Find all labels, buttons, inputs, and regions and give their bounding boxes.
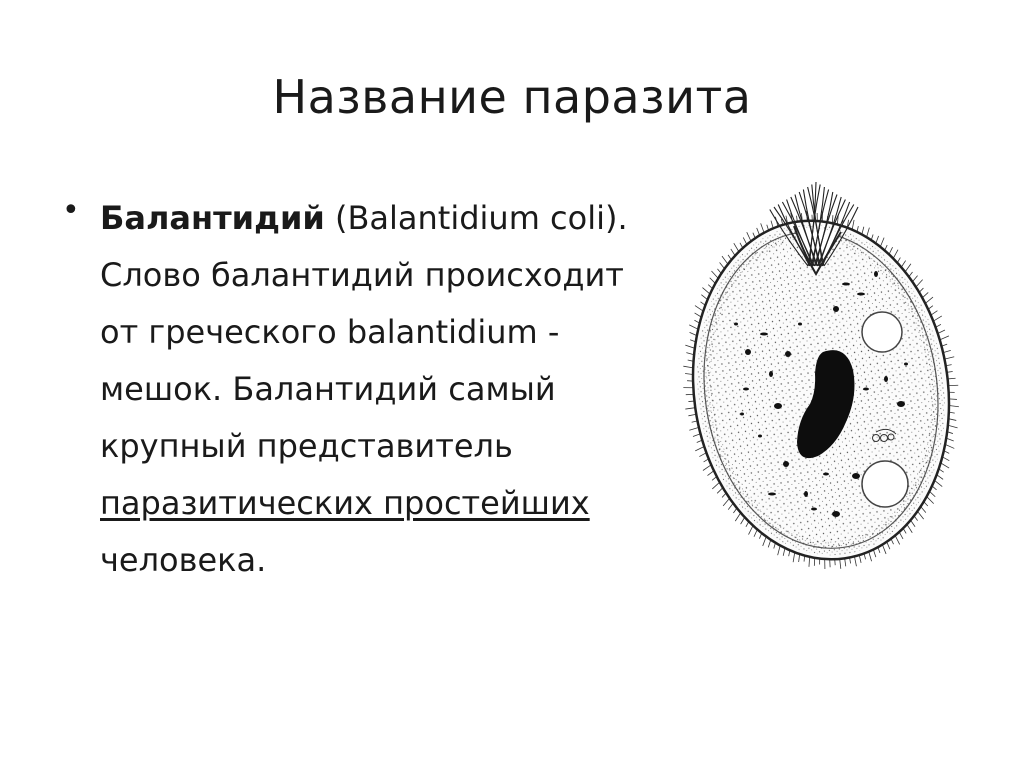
parasitic-protozoa-link[interactable]: паразитических простейших: [100, 484, 590, 522]
slide-title: Название паразита: [272, 70, 752, 124]
bullet-dot-icon: •: [62, 193, 80, 228]
bullet-text: [100, 190, 660, 589]
bullet-text-part-2: человека.: [100, 541, 267, 579]
balantidium-illustration-icon: [676, 174, 964, 570]
bullet-term: Балантидий: [100, 199, 325, 237]
bullet-text-part-1: (Balantidium coli). Слово балантидий происходит от греческого balantidium - мешок. Балантидий самый крупный представитель: [100, 199, 628, 465]
bullet-item: [62, 190, 662, 589]
